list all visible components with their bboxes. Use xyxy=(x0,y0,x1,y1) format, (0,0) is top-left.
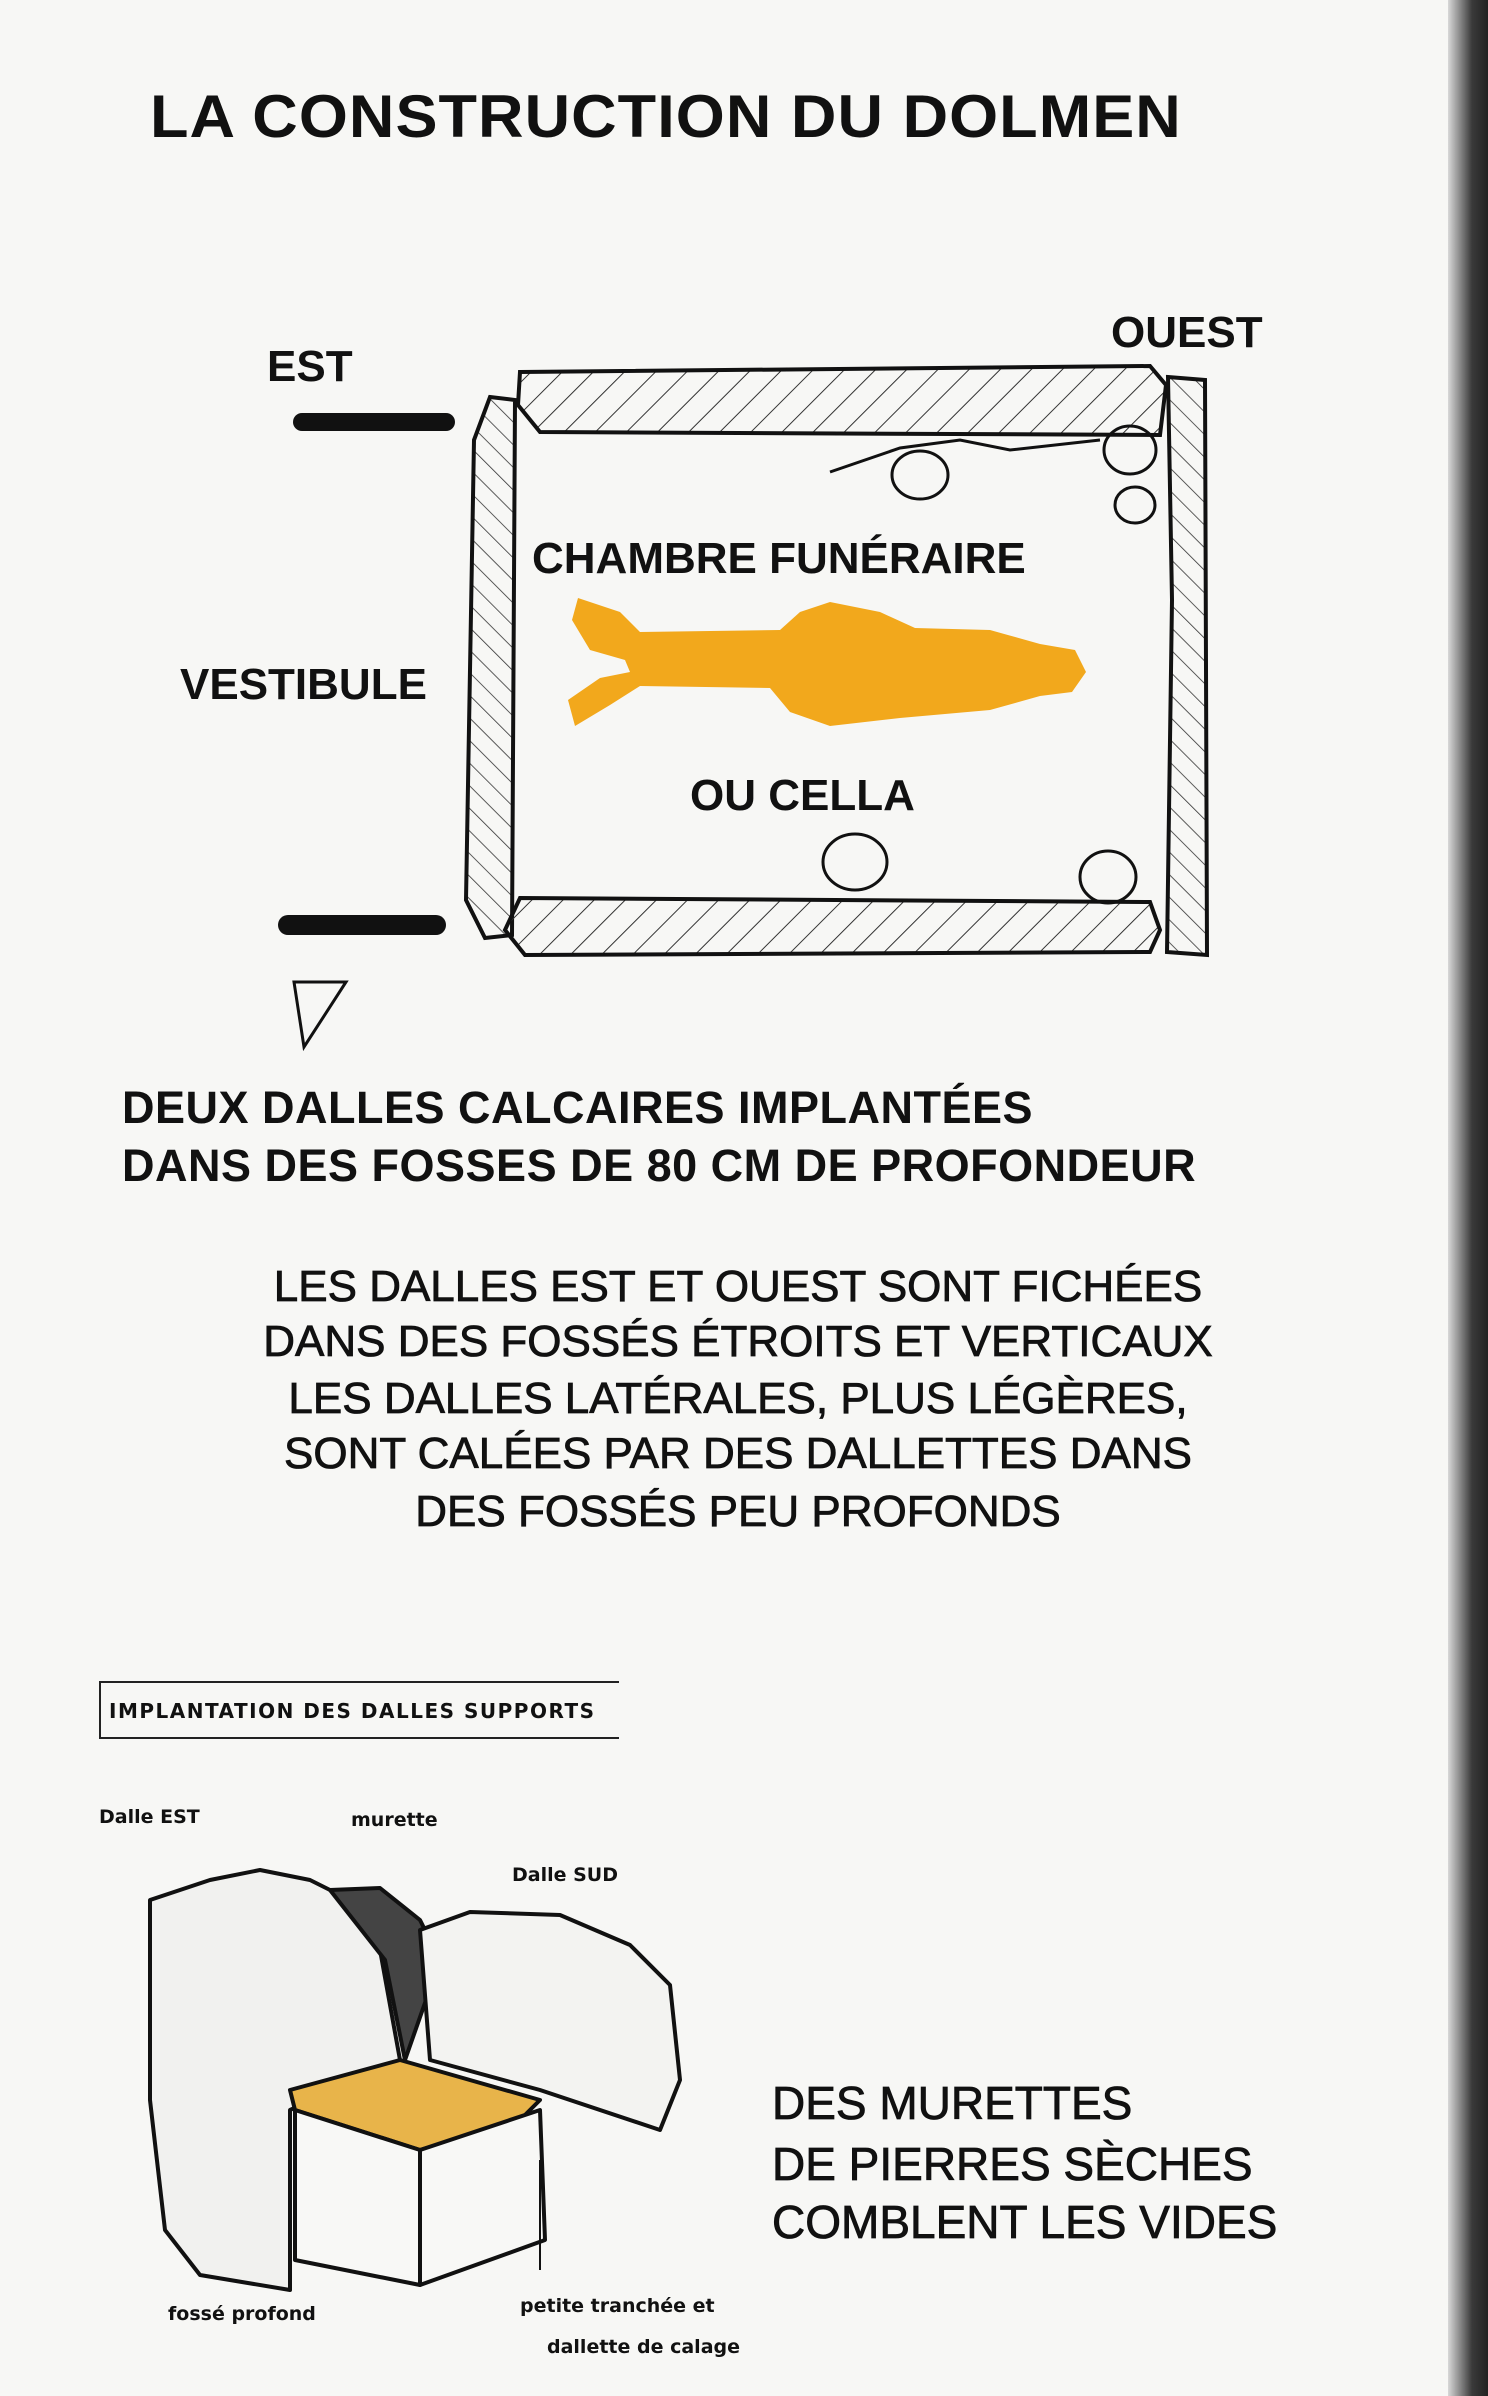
chamber-label: CHAMBRE FUNÉRAIRE xyxy=(532,534,1026,583)
east-label: EST xyxy=(267,342,353,391)
vestibule-label: VESTIBULE xyxy=(180,660,427,709)
paragraph-2-line: DES FOSSÉS PEU PROFONDS xyxy=(415,1487,1061,1536)
paragraph-1-line: DEUX DALLES CALCAIRES IMPLANTÉES xyxy=(122,1082,1034,1133)
human-figure xyxy=(568,598,1086,726)
paragraph-3-line: DES MURETTES xyxy=(772,2077,1133,2129)
chamber-label-2: OU CELLA xyxy=(690,771,915,820)
east-marker-bottom xyxy=(278,915,446,935)
east-marker-top xyxy=(293,413,455,431)
label-deep-trench: fossé profond xyxy=(168,2303,316,2325)
paragraph-3-line: COMBLENT LES VIDES xyxy=(772,2196,1278,2248)
section-diagram xyxy=(150,1870,680,2290)
label-murette: murette xyxy=(351,1809,438,1831)
paragraph-2-line: LES DALLES LATÉRALES, PLUS LÉGÈRES, xyxy=(288,1374,1188,1423)
paragraph-2-line: DANS DES FOSSÉS ÉTROITS ET VERTICAUX xyxy=(263,1317,1213,1366)
label-small-trench-1: petite tranchée et xyxy=(520,2295,715,2317)
slab-left xyxy=(466,397,515,938)
paragraph-3-line: DE PIERRES SÈCHES xyxy=(772,2138,1253,2190)
paragraph-1-line: DANS DES FOSSES DE 80 CM DE PROFONDEUR xyxy=(122,1140,1197,1191)
west-label: OUEST xyxy=(1111,308,1263,357)
section-title: IMPLANTATION DES DALLES SUPPORTS xyxy=(109,1699,596,1723)
paragraph-2-line: LES DALLES EST ET OUEST SONT FICHÉES xyxy=(273,1262,1203,1311)
slab-bottom xyxy=(505,898,1160,955)
north-triangle-icon xyxy=(294,982,346,1047)
poster-title: LA CONSTRUCTION DU DOLMEN xyxy=(150,83,1182,150)
label-south-slab: Dalle SUD xyxy=(512,1864,619,1886)
label-east-slab: Dalle EST xyxy=(99,1806,200,1828)
section-title-box xyxy=(99,1681,619,1739)
label-small-trench-2: dallette de calage xyxy=(547,2336,741,2358)
slab-top xyxy=(518,366,1166,435)
slab-right xyxy=(1167,377,1207,955)
paragraph-2-line: SONT CALÉES PAR DES DALLETTES DANS xyxy=(284,1429,1192,1478)
